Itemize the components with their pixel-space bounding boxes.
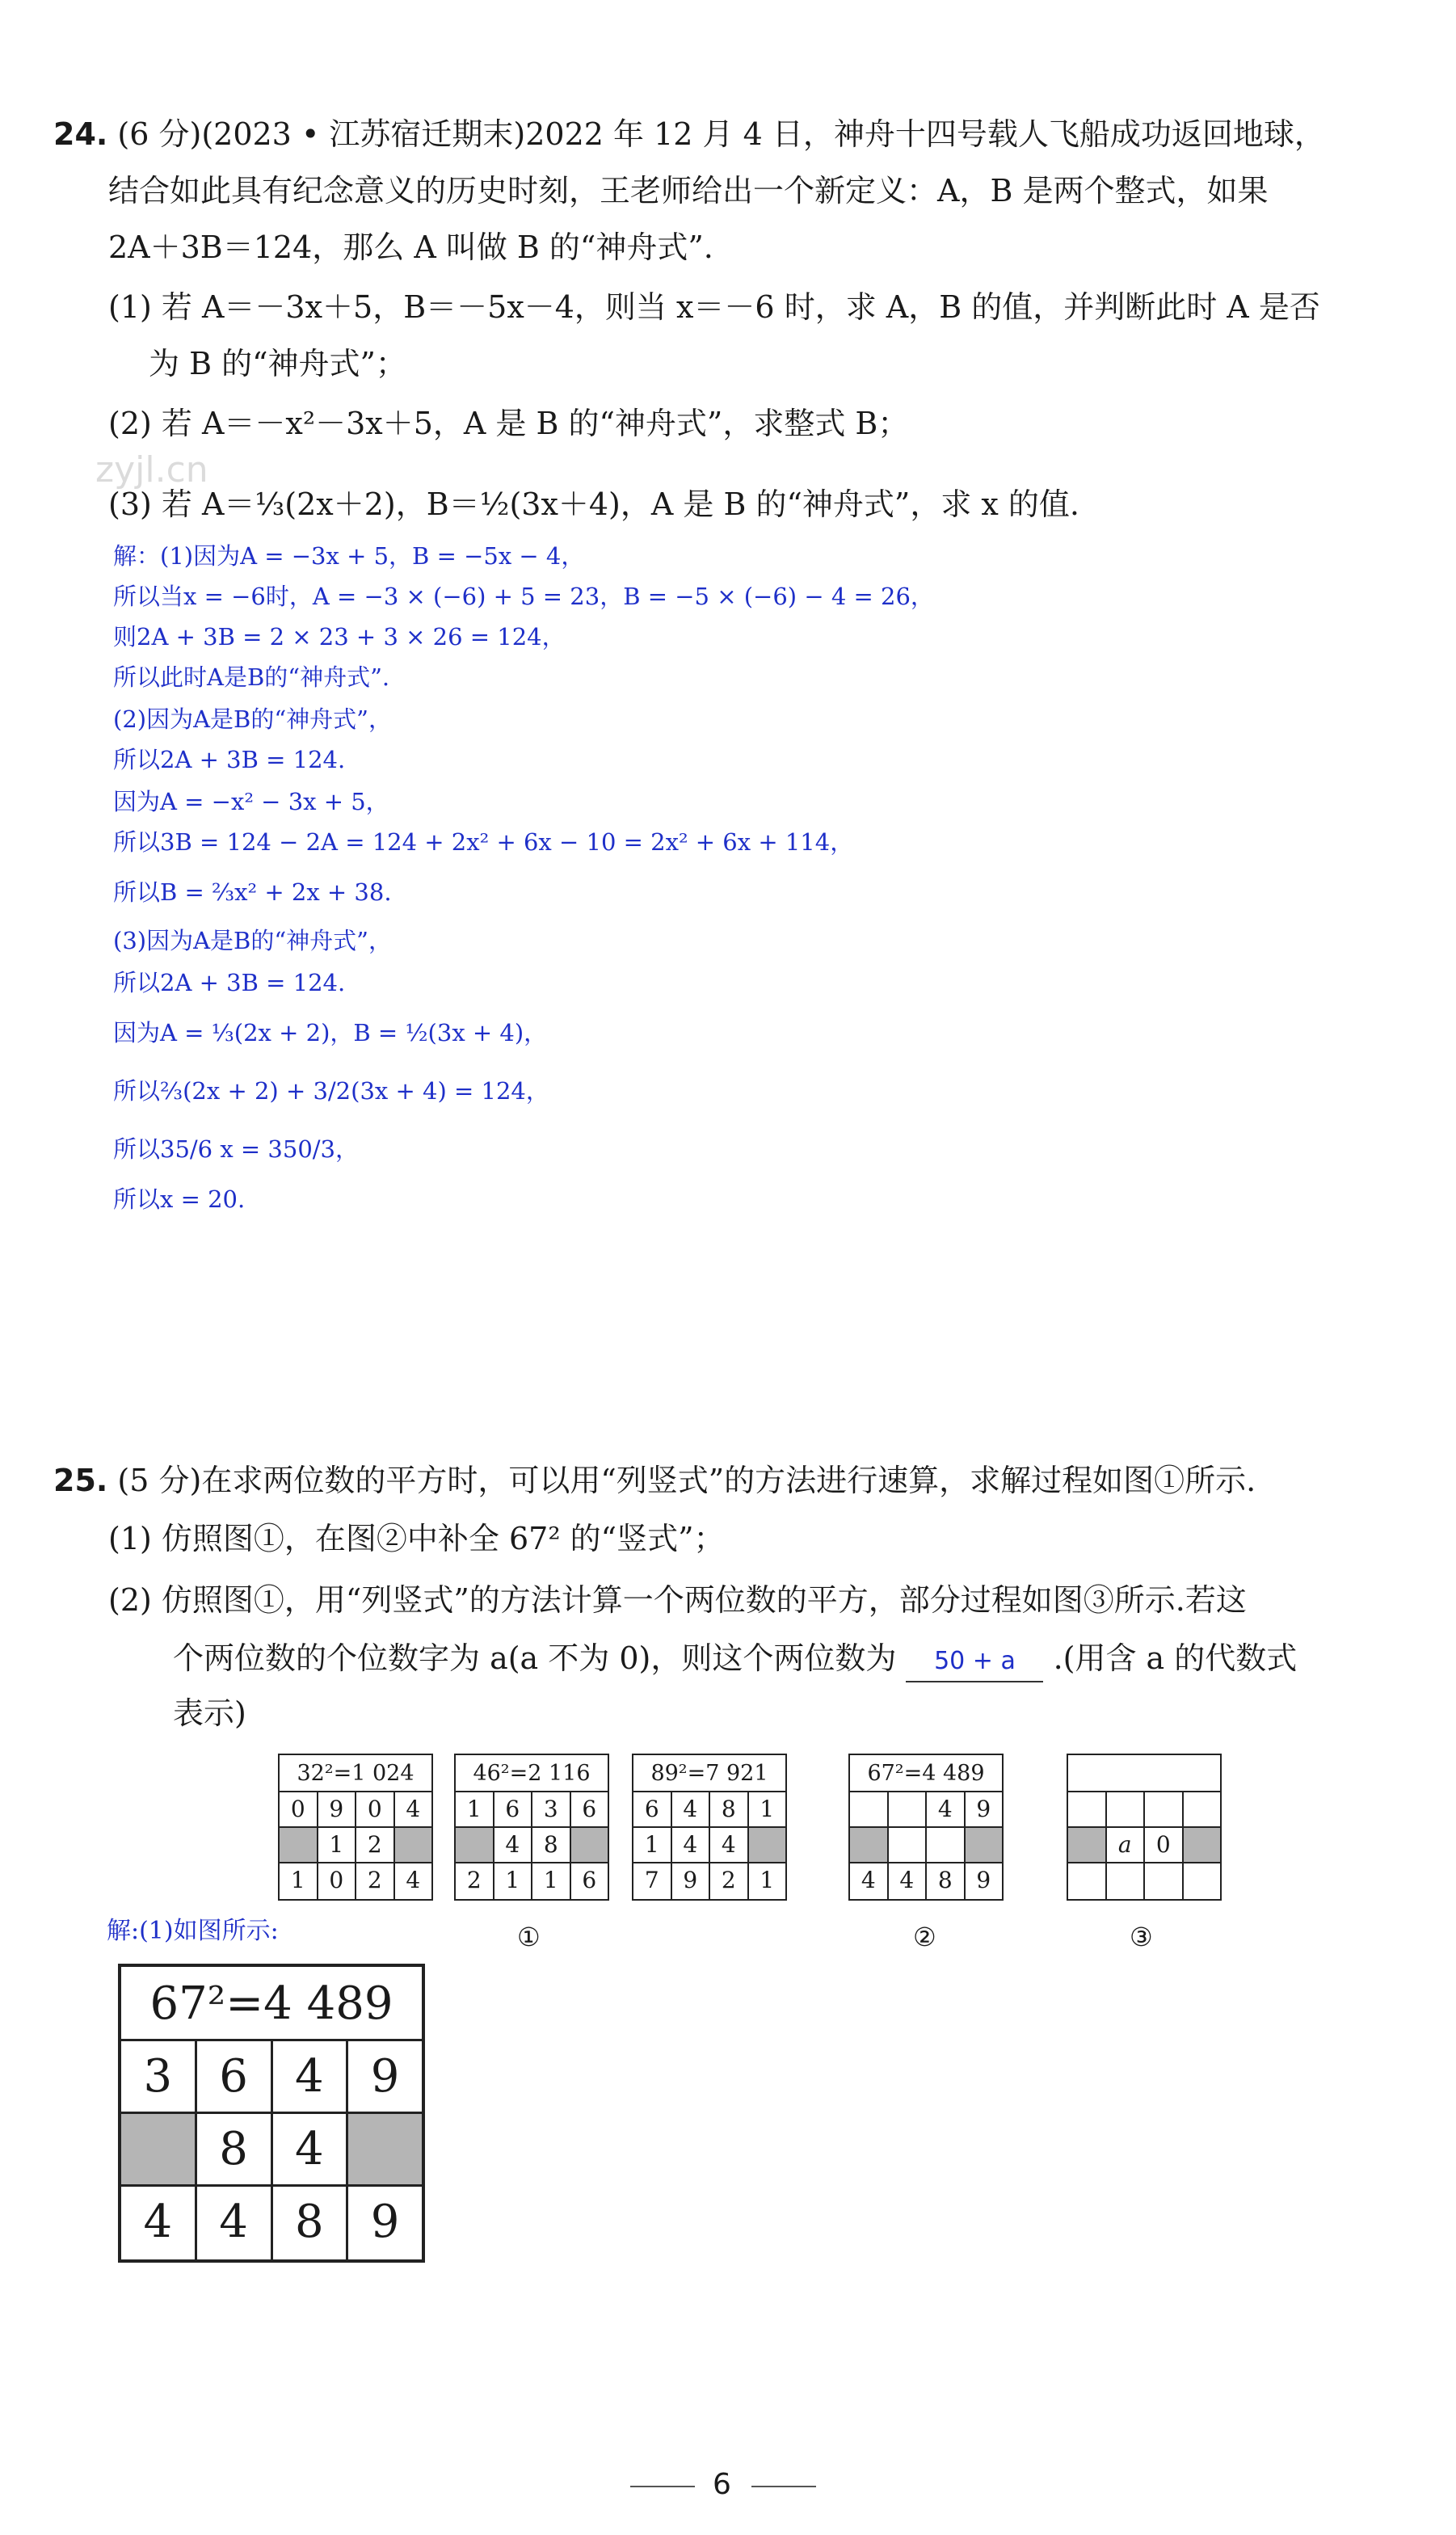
cell: 1: [633, 1828, 672, 1862]
q25-number: 25.: [53, 1463, 108, 1498]
cell: 9: [672, 1863, 711, 1899]
cell: 6: [494, 1792, 533, 1826]
q24-part2: (2) 若 A＝－x²－3x＋5，A 是 B 的“神舟式”，求整式 B；: [108, 406, 909, 441]
caption-figure-2: ②: [913, 1922, 936, 1952]
cell: [1184, 1828, 1221, 1862]
sol-line: 所以x = 20.: [113, 1185, 246, 1213]
sol-line: 所以35/6 x = 350/3，: [113, 1135, 360, 1163]
page-rule-left: [630, 2486, 695, 2487]
sol-line: (2)因为A是B的“神舟式”，: [113, 705, 392, 733]
cell: 4: [197, 2187, 273, 2259]
cell: [1184, 1863, 1221, 1899]
q25-part1: (1) 仿照图①，在图②中补全 67² 的“竖式”；: [108, 1521, 725, 1556]
q24-number: 24.: [53, 116, 108, 152]
q24-part1a: (1) 若 A＝－3x＋5，B＝－5x－4，则当 x＝－6 时，求 A，B 的值，并判断此时 A 是否: [108, 289, 1320, 325]
sol-line: 所以2A + 3B = 124.: [113, 746, 346, 773]
cell: 4: [121, 2187, 197, 2259]
solution-grid-67-squared: [118, 1964, 425, 2263]
cell: 6: [582, 1796, 597, 1822]
cell: 8: [273, 2187, 349, 2259]
sol-line: 所以⅔(2x + 2) + 3/2(3x + 4) = 124，: [113, 1077, 549, 1105]
cell: [966, 1828, 1003, 1862]
cell: [348, 2114, 422, 2184]
cell: 1: [532, 1863, 571, 1899]
cell: 2: [710, 1863, 749, 1899]
cell: [1107, 1863, 1146, 1899]
sol-line: 解：(1)因为A = −3x + 5，B = −5x − 4，: [113, 542, 585, 570]
cell: [456, 1828, 494, 1862]
cell: 4: [406, 1796, 421, 1822]
sol-line: 所以3B = 124 − 2A = 124 + 2x² + 6x − 10 = 2x² + 6x + 114，: [113, 828, 854, 856]
cell: [749, 1828, 786, 1862]
q25-part2b: [173, 1639, 1297, 1682]
cell: 6: [197, 2041, 273, 2112]
cell: 1: [280, 1863, 318, 1899]
q25-part2b-pre: 个两位数的个位数字为 a(a 不为 0)，则这个两位数为: [173, 1640, 897, 1676]
sol-line: (3)因为A是B的“神舟式”，: [113, 927, 392, 954]
cell: 0: [1145, 1828, 1184, 1862]
cell: 4: [889, 1863, 928, 1899]
cell: 8: [710, 1792, 749, 1826]
cell: 4: [927, 1792, 966, 1826]
cell: 9: [370, 2050, 400, 2103]
cell: 1: [494, 1863, 533, 1899]
grid-header: 46²=2 116: [456, 1755, 608, 1792]
q24-line1-text: (6 分)(2023 • 江苏宿迁期末)2022 年 12 月 4 日，神舟十四号载人飞船成功返回地球，: [117, 116, 1325, 152]
cell: 4: [273, 2041, 349, 2112]
q25-part2b-post: .(用含 a 的代数式: [1053, 1640, 1298, 1676]
cell: 0: [280, 1792, 318, 1826]
sol-line: 所以B = ⅔x² + 2x + 38.: [113, 878, 392, 906]
q25-part2a: (2) 仿照图①，用“列竖式”的方法计算一个两位数的平方，部分过程如图③所示.若这: [108, 1582, 1247, 1618]
q24-solution: [113, 540, 934, 1223]
cell: [1068, 1828, 1107, 1862]
grid-67-squared: [848, 1754, 1004, 1901]
cell: [121, 2114, 197, 2184]
page-rule-right: [751, 2486, 816, 2487]
cell: 6: [582, 1867, 597, 1893]
cell: 8: [927, 1863, 966, 1899]
cell: 1: [456, 1792, 494, 1826]
cell: 3: [532, 1792, 571, 1826]
caption-figure-3: ③: [1130, 1922, 1153, 1952]
page-number: 6: [713, 2468, 731, 2501]
q25-part2c: 表示): [173, 1695, 246, 1731]
watermark: zyjl.cn: [95, 449, 208, 491]
cell: 2: [356, 1863, 395, 1899]
cell: 9: [318, 1792, 357, 1826]
grid-header: 67²=4 489: [121, 1967, 422, 2041]
cell: 4: [710, 1828, 749, 1862]
cell: 0: [356, 1792, 395, 1826]
q24-line2: 结合如此具有纪念意义的历史时刻，王老师给出一个新定义：A，B 是两个整式，如果: [108, 173, 1269, 208]
cell: [1145, 1792, 1184, 1826]
cell: [1145, 1863, 1184, 1899]
cell: 1: [760, 1867, 775, 1893]
cell: a: [1107, 1828, 1146, 1862]
cell: [1068, 1792, 1107, 1826]
q24-line3: 2A＋3B＝124，那么 A 叫做 B 的“神舟式”.: [108, 229, 713, 265]
cell: 4: [672, 1792, 711, 1826]
cell: [927, 1828, 966, 1862]
cell: 8: [532, 1828, 571, 1862]
cell: 4: [850, 1863, 889, 1899]
cell: 1: [760, 1796, 775, 1822]
grid-header: 67²=4 489: [850, 1755, 1002, 1792]
caption-figure-1: ①: [517, 1922, 541, 1952]
answer-blank[interactable]: 50 + a: [906, 1642, 1043, 1682]
cell: 7: [633, 1863, 672, 1899]
sol-line: 所以当x = −6时，A = −3 × (−6) + 5 = 23，B = −5 × (−6) − 4 = 26，: [113, 583, 934, 610]
sol-line: 因为A = −x² − 3x + 5，: [113, 788, 389, 815]
cell: 9: [370, 2196, 400, 2248]
sol-line: 则2A + 3B = 2 × 23 + 3 × 26 = 124，: [113, 623, 566, 651]
q25-line1: [53, 1461, 1256, 1500]
cell: 2: [456, 1863, 494, 1899]
q24-part1b: 为 B 的“神舟式”；: [149, 346, 406, 381]
grid-header: 32²=1 024: [280, 1755, 431, 1792]
grid-header: [1068, 1755, 1220, 1792]
cell: 8: [197, 2114, 273, 2184]
cell: 0: [318, 1863, 357, 1899]
sol-line: 所以此时A是B的“神舟式”.: [113, 663, 390, 691]
cell: 4: [406, 1867, 421, 1893]
q24-line1: [53, 115, 1325, 154]
grid-header: 89²=7 921: [633, 1755, 785, 1792]
cell: 4: [273, 2114, 349, 2184]
cell: [889, 1792, 928, 1826]
cell: 4: [672, 1828, 711, 1862]
cell: [1068, 1863, 1107, 1899]
grid-figure-3: [1067, 1754, 1222, 1901]
cell: 9: [976, 1867, 991, 1893]
cell: 2: [356, 1828, 395, 1862]
cell: [571, 1828, 608, 1862]
grid-32-squared: [278, 1754, 433, 1901]
cell: [850, 1792, 889, 1826]
cell: 1: [318, 1828, 357, 1862]
q25-line1-text: (5 分)在求两位数的平方时，可以用“列竖式”的方法进行速算，求解过程如图①所示.: [117, 1463, 1256, 1498]
cell: [280, 1828, 318, 1862]
q25-solution-label: 解:(1)如图所示:: [107, 1917, 279, 1945]
sol-line: 所以2A + 3B = 124.: [113, 969, 346, 996]
cell: 3: [121, 2041, 197, 2112]
cell: [395, 1828, 432, 1862]
cell: [889, 1828, 928, 1862]
cell: [850, 1828, 889, 1862]
grid-89-squared: [632, 1754, 787, 1901]
cell: 6: [633, 1792, 672, 1826]
cell: 9: [976, 1796, 991, 1822]
q24-part3: (3) 若 A＝⅓(2x＋2)，B＝½(3x＋4)，A 是 B 的“神舟式”，求 x 的值.: [108, 486, 1080, 522]
cell: [1184, 1792, 1221, 1826]
sol-line: 因为A = ⅓(2x + 2)，B = ½(3x + 4)，: [113, 1019, 548, 1046]
cell: 4: [494, 1828, 533, 1862]
cell: [1107, 1792, 1146, 1826]
grid-46-squared: [454, 1754, 609, 1901]
